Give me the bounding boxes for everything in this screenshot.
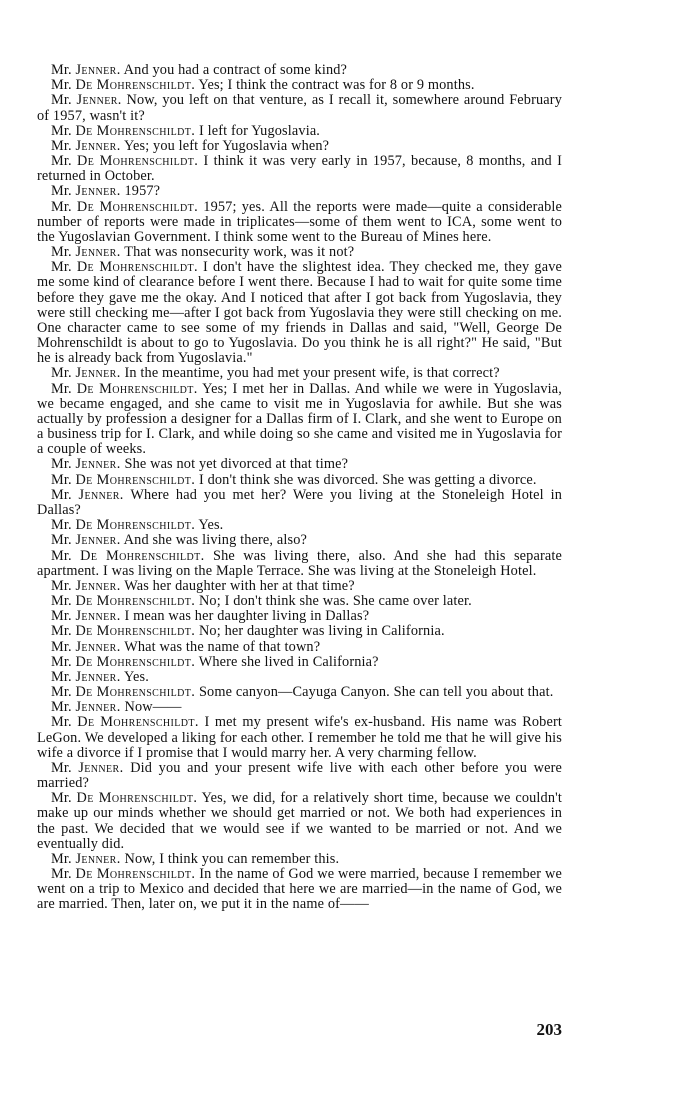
- testimony-text: In the meantime, you had met your present wife, is that correct?: [124, 365, 500, 382]
- speaker-name: Jenner.: [75, 62, 121, 78]
- testimony-paragraph: [37, 761, 562, 791]
- testimony-paragraph: [37, 457, 562, 472]
- speaker-name: Jenner.: [75, 365, 121, 382]
- testimony-text: I left for Yugoslavia.: [198, 122, 321, 139]
- testimony-text: Did you and your present wife live with each other before you were married?: [37, 759, 562, 792]
- testimony-paragraph: [37, 655, 562, 670]
- testimony-paragraph: [37, 200, 562, 246]
- speaker-name: De Mohrenschildt.: [76, 198, 199, 215]
- testimony-text: What was the name of that town?: [124, 638, 321, 655]
- speaker-prefix: Mr.: [51, 471, 72, 488]
- speaker-name: Jenner.: [75, 456, 121, 473]
- testimony-text: Now——: [124, 699, 182, 716]
- testimony-paragraph: [37, 579, 562, 594]
- speaker-name: Jenner.: [75, 183, 121, 200]
- testimony-text: Now, I think you can remember this.: [124, 850, 340, 867]
- speaker-prefix: Mr.: [51, 759, 72, 776]
- testimony-text: No; her daughter was living in California.: [198, 623, 445, 640]
- testimony-text: And she was living there, also?: [123, 532, 307, 549]
- speaker-name: De Mohrenschildt.: [76, 259, 198, 276]
- testimony-text: In the name of God we were married, because I remember we went on a trip to Mexico and decided that here we are married—in the name of God, we are married. Then, later on, we put it in the name of——: [37, 866, 562, 913]
- speaker-prefix: Mr.: [51, 365, 72, 382]
- speaker-name: De Mohrenschildt.: [75, 653, 196, 670]
- testimony-paragraph: [37, 533, 562, 548]
- testimony-text: Yes; I think the contract was for 8 or 9 months.: [198, 77, 475, 94]
- speaker-prefix: Mr.: [51, 198, 72, 215]
- speaker-name: De Mohrenschildt.: [75, 517, 196, 534]
- speaker-name: De Mohrenschildt.: [77, 714, 199, 731]
- testimony-text: Yes.: [123, 668, 149, 685]
- speaker-prefix: Mr.: [51, 532, 72, 549]
- testimony-text: She was not yet divorced at that time?: [124, 456, 349, 473]
- testimony-paragraph: [37, 78, 562, 93]
- speaker-prefix: Mr.: [51, 850, 72, 867]
- testimony-text: I don't have the slightest idea. They checked me, they gave me some kind of clearance before I went there. Because I had to wait for quite some time before they gave me the okay. And I noticed that after I got back from Yugoslavia, they were still checking me—after I got back from Yugoslavia they were still checking on me. One character came to see some of my friends in Dallas and said, "Well, George De Mohrenschildt is about to go to Yugoslavia. Do you think he is all right?" He said, "But he is already back from Yugoslavia.": [37, 259, 563, 367]
- speaker-name: Jenner.: [78, 759, 124, 776]
- speaker-name: De Mohrenschildt.: [75, 684, 196, 701]
- testimony-paragraph: [37, 700, 562, 715]
- testimony-text: I mean was her daughter living in Dallas?: [124, 608, 370, 625]
- testimony-text: Yes, we did, for a relatively short time, because we couldn't make up our minds whether we should get married or not. We both had experiences in the past. We decided that we would see if we wanted to be married or not. And we eventually did.: [37, 790, 562, 852]
- testimony-paragraph: [37, 609, 562, 624]
- transcript-page: [37, 63, 562, 913]
- speaker-prefix: Mr.: [51, 547, 72, 564]
- testimony-paragraph: [37, 245, 562, 260]
- speaker-prefix: Mr.: [51, 62, 72, 78]
- testimony-paragraph: [37, 382, 562, 458]
- speaker-name: Jenner.: [75, 668, 121, 685]
- speaker-prefix: Mr.: [51, 122, 72, 139]
- speaker-name: Jenner.: [75, 850, 121, 867]
- testimony-paragraph: [37, 867, 562, 913]
- testimony-paragraph: [37, 93, 562, 123]
- speaker-name: De Mohrenschildt.: [75, 593, 196, 610]
- testimony-paragraph: [37, 366, 562, 381]
- testimony-text: Where had you met her? Were you living at the Stoneleigh Hotel in Dallas?: [37, 486, 562, 518]
- testimony-paragraph: [37, 594, 562, 609]
- testimony-text: Yes; I met her in Dallas. And while we were in Yugoslavia, we became engaged, and she came to visit me in Yugoslavia for awhile. But she was actually by profession a designer for a Dallas firm of I. Clark, and she went to Europe on a business trip for I. Clark, and while doing so she came and visited me in Yugoslavia for a couple of weeks.: [37, 380, 562, 458]
- speaker-prefix: Mr.: [51, 380, 72, 397]
- testimony-paragraph: [37, 791, 562, 852]
- speaker-prefix: Mr.: [51, 866, 72, 883]
- speaker-name: Jenner.: [78, 486, 124, 503]
- speaker-prefix: Mr.: [51, 790, 72, 807]
- testimony-text: I think it was very early in 1957, because, 8 months, and I returned in October.: [37, 153, 563, 185]
- testimony-paragraph: [37, 549, 562, 579]
- testimony-paragraph: [37, 488, 562, 518]
- testimony-text: I met my present wife's ex-husband. His name was Robert LeGon. We developed a liking for each other. I remember he told me that he will give his wife a divorce if I promise that I would marry her. A very charming fellow.: [37, 714, 563, 761]
- testimony-text: Where she lived in California?: [198, 653, 379, 670]
- speaker-name: De Mohrenschildt.: [75, 623, 196, 640]
- testimony-paragraph: [37, 640, 562, 655]
- testimony-paragraph: [37, 260, 562, 366]
- speaker-prefix: Mr.: [51, 668, 72, 685]
- speaker-prefix: Mr.: [51, 259, 72, 276]
- speaker-prefix: Mr.: [51, 638, 72, 655]
- testimony-text: And you had a contract of some kind?: [123, 62, 348, 78]
- testimony-text: I don't think she was divorced. She was getting a divorce.: [198, 471, 537, 488]
- speaker-name: De Mohrenschildt.: [75, 471, 196, 488]
- page-number: 203: [536, 1020, 562, 1039]
- speaker-prefix: Mr.: [51, 486, 72, 503]
- speaker-name: De Mohrenschildt.: [75, 866, 196, 883]
- speaker-name: De Mohrenschildt.: [75, 77, 196, 94]
- speaker-name: De Mohrenschildt.: [76, 790, 198, 807]
- speaker-prefix: Mr.: [51, 577, 72, 594]
- testimony-paragraph: [37, 473, 562, 488]
- speaker-prefix: Mr.: [51, 153, 72, 170]
- testimony-text: No; I don't think she was. She came over later.: [198, 593, 472, 610]
- speaker-prefix: Mr.: [51, 183, 72, 200]
- testimony-text: She was living there, also. And she had this separate apartment. I was living on the Maple Terrace. She was living at the Stoneleigh Hotel.: [37, 547, 562, 579]
- speaker-prefix: Mr.: [51, 593, 72, 610]
- speaker-prefix: Mr.: [51, 92, 72, 109]
- testimony-text: Now, you left on that venture, as I recall it, somewhere around February of 1957, wasn't it?: [37, 92, 563, 124]
- testimony-text: Was her daughter with her at that time?: [124, 577, 355, 594]
- testimony-paragraph: [37, 715, 562, 761]
- speaker-name: Jenner.: [75, 638, 121, 655]
- testimony-paragraph: [37, 852, 562, 867]
- speaker-name: De Mohrenschildt.: [80, 547, 205, 564]
- speaker-prefix: Mr.: [51, 137, 72, 154]
- testimony-paragraph: [37, 184, 562, 199]
- testimony-text: 1957; yes. All the reports were made—quite a considerable number of reports were made in triplicates—some of them went to ICA, some went to the Yugoslavian Government. I think some went to the Bureau of Mines here.: [37, 198, 562, 245]
- testimony-paragraph: [37, 624, 562, 639]
- testimony-paragraph: [37, 685, 562, 700]
- speaker-prefix: Mr.: [51, 608, 72, 625]
- speaker-prefix: Mr.: [51, 699, 72, 716]
- testimony-paragraph: [37, 670, 562, 685]
- speaker-prefix: Mr.: [51, 77, 72, 94]
- speaker-name: Jenner.: [75, 532, 121, 549]
- speaker-name: De Mohrenschildt.: [76, 380, 198, 397]
- testimony-paragraph: [37, 63, 562, 78]
- speaker-prefix: Mr.: [51, 244, 72, 261]
- speaker-prefix: Mr.: [51, 714, 72, 731]
- testimony-text: 1957?: [124, 183, 161, 200]
- testimony-paragraph: [37, 139, 562, 154]
- testimony-paragraph: [37, 124, 562, 139]
- testimony-text: Some canyon—Cayuga Canyon. She can tell you about that.: [198, 684, 554, 701]
- testimony-text: That was nonsecurity work, was it not?: [124, 244, 355, 261]
- speaker-name: De Mohrenschildt.: [76, 153, 199, 170]
- speaker-prefix: Mr.: [51, 623, 72, 640]
- speaker-name: Jenner.: [75, 244, 121, 261]
- speaker-name: Jenner.: [76, 92, 122, 109]
- speaker-name: Jenner.: [75, 577, 121, 594]
- testimony-text: Yes.: [198, 517, 224, 534]
- testimony-paragraph: [37, 518, 562, 533]
- testimony-text: Yes; you left for Yugoslavia when?: [123, 137, 330, 154]
- speaker-name: De Mohrenschildt.: [75, 122, 196, 139]
- speaker-prefix: Mr.: [51, 517, 72, 534]
- speaker-name: Jenner.: [75, 699, 121, 716]
- speaker-name: Jenner.: [75, 608, 121, 625]
- speaker-name: Jenner.: [75, 137, 121, 154]
- speaker-prefix: Mr.: [51, 456, 72, 473]
- speaker-prefix: Mr.: [51, 653, 72, 670]
- speaker-prefix: Mr.: [51, 684, 72, 701]
- testimony-paragraph: [37, 154, 562, 184]
